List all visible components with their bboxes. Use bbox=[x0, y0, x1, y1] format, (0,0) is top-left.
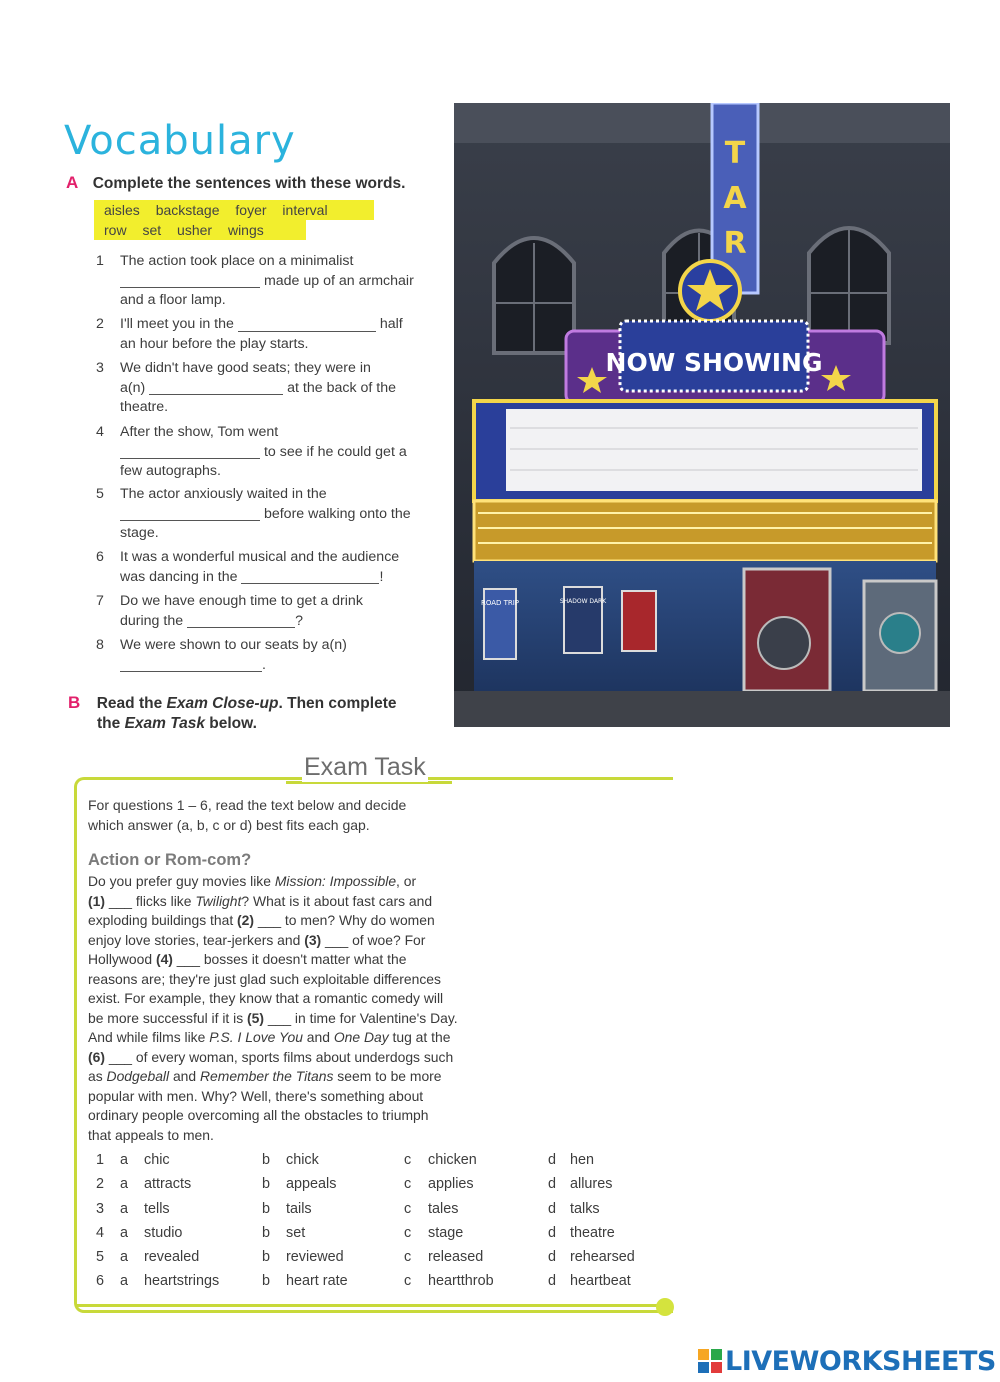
reading-title: Action or Rom-com? bbox=[88, 851, 252, 869]
answer-option[interactable]: heartstrings bbox=[144, 1273, 220, 1290]
passage-line: ordinary people overcoming all the obstacles to triumph bbox=[88, 1107, 429, 1123]
option-letter: b bbox=[262, 1176, 271, 1193]
answer-option[interactable]: reviewed bbox=[286, 1249, 344, 1266]
question-3: 3 We didn't have good seats; they were in a(n) at the back of the theatre. bbox=[96, 360, 396, 415]
option-row bbox=[92, 1273, 652, 1297]
answer-input-7[interactable] bbox=[187, 613, 295, 628]
marquee-text: NOW SHOWING bbox=[605, 348, 823, 377]
option-letter: d bbox=[548, 1224, 557, 1241]
answer-option[interactable]: chick bbox=[286, 1152, 319, 1168]
answer-input-5[interactable] bbox=[120, 506, 260, 521]
answer-option[interactable]: chicken bbox=[428, 1152, 477, 1168]
option-letter: c bbox=[404, 1152, 412, 1168]
section-a-instruction: Complete the sentences with these words. bbox=[92, 175, 406, 192]
option-number: 3 bbox=[96, 1200, 105, 1217]
answer-option[interactable]: heart rate bbox=[286, 1273, 348, 1290]
option-letter: c bbox=[404, 1176, 412, 1193]
option-letter: d bbox=[548, 1249, 557, 1266]
option-letter: b bbox=[262, 1200, 271, 1217]
answer-option[interactable]: tales bbox=[428, 1200, 459, 1217]
passage-line: enjoy love stories, tear-jerkers and (3) ___ of woe? For bbox=[88, 931, 426, 948]
word-box bbox=[94, 200, 374, 240]
option-letter: a bbox=[120, 1273, 129, 1290]
word: aisles bbox=[104, 202, 140, 218]
answer-option[interactable]: studio bbox=[144, 1224, 183, 1241]
section-a-letter: A bbox=[66, 173, 79, 192]
passage-line: Do you prefer guy movies like Mission: Impossible, or bbox=[88, 873, 417, 889]
exam-task-title: Exam Task bbox=[304, 753, 426, 781]
passage-line: And while films like P.S. I Love You and One Day tug at the bbox=[88, 1029, 451, 1045]
option-letter: c bbox=[404, 1249, 412, 1266]
option-letter: c bbox=[404, 1200, 412, 1217]
option-letter: d bbox=[548, 1200, 557, 1217]
passage-line: (1) ___ flicks like Twilight? What is it about fast cars and bbox=[88, 892, 433, 909]
option-letter: c bbox=[404, 1273, 412, 1290]
theatre-photo bbox=[454, 103, 950, 727]
option-letter: c bbox=[404, 1224, 412, 1241]
option-letter: a bbox=[120, 1152, 129, 1168]
option-letter: a bbox=[120, 1249, 129, 1266]
exam-bottom-line bbox=[76, 1304, 670, 1307]
answer-options bbox=[92, 1152, 652, 1298]
answer-option[interactable]: released bbox=[428, 1249, 484, 1266]
answer-option[interactable]: revealed bbox=[144, 1249, 200, 1266]
word: backstage bbox=[155, 202, 220, 218]
vocabulary-title: Vocabulary bbox=[64, 118, 296, 164]
option-letter: d bbox=[548, 1273, 557, 1290]
poster-2-title: SHADOW DARK bbox=[559, 598, 607, 605]
passage-line: popular with men. Why? Well, there's something about bbox=[88, 1087, 424, 1104]
reading-passage bbox=[88, 872, 518, 1145]
option-row bbox=[92, 1176, 652, 1200]
exam-frame-dot bbox=[656, 1298, 674, 1316]
answer-option[interactable]: heartbeat bbox=[570, 1273, 631, 1290]
passage-line: (6) ___ of every woman, sports films about underdogs such bbox=[88, 1048, 454, 1065]
answer-option[interactable]: stage bbox=[428, 1224, 464, 1241]
answer-option[interactable]: allures bbox=[570, 1176, 613, 1193]
word: wings bbox=[227, 222, 264, 238]
word-row-1 bbox=[94, 200, 374, 220]
option-row bbox=[92, 1201, 652, 1225]
passage-line: exist. For example, they know that a romantic comedy will bbox=[88, 990, 444, 1006]
passage-line: Hollywood (4) ___ bosses it doesn't matter what the bbox=[88, 951, 407, 967]
passage-line: be more successful if it is (5) ___ in time for Valentine's Day. bbox=[88, 1009, 458, 1026]
option-row bbox=[92, 1249, 652, 1273]
section-b-heading: B Read the Exam Close-up. Then complete the Exam Task below. bbox=[68, 693, 397, 732]
word: interval bbox=[282, 202, 328, 218]
option-letter: b bbox=[262, 1224, 271, 1241]
liveworksheets-logo bbox=[698, 1344, 996, 1378]
answer-input-4[interactable] bbox=[120, 444, 260, 459]
answer-option[interactable]: heartthrob bbox=[428, 1273, 494, 1290]
word-row-2 bbox=[94, 220, 306, 240]
question-1: 1 The action took place on a minimalist made up of an armchair and a floor lamp. bbox=[96, 253, 414, 308]
option-row bbox=[92, 1152, 652, 1176]
question-2: 2 I'll meet you in the half an hour before the play starts. bbox=[96, 316, 403, 352]
option-number: 1 bbox=[96, 1152, 105, 1168]
word: foyer bbox=[235, 202, 267, 218]
answer-option[interactable]: rehearsed bbox=[570, 1249, 635, 1266]
option-letter: b bbox=[262, 1249, 271, 1266]
answer-option[interactable]: attracts bbox=[144, 1176, 192, 1193]
logo-text: LIVEWORKSHEETS bbox=[725, 1345, 996, 1377]
answer-option[interactable]: appeals bbox=[286, 1176, 337, 1193]
option-letter: d bbox=[548, 1152, 557, 1168]
word: set bbox=[142, 222, 162, 238]
sign-letter-a: A bbox=[723, 181, 747, 216]
liveworksheets-logo-icon bbox=[698, 1349, 722, 1373]
passage-line: reasons are; they're just glad such exploitable differences bbox=[88, 970, 441, 987]
sign-letter-t: T bbox=[724, 136, 746, 171]
answer-option[interactable]: chic bbox=[144, 1152, 170, 1168]
answer-input-6[interactable] bbox=[241, 569, 379, 584]
answer-option[interactable]: talks bbox=[570, 1200, 600, 1217]
sign-letter-r: R bbox=[723, 226, 747, 261]
answer-option[interactable]: tells bbox=[144, 1200, 170, 1217]
answer-option[interactable]: hen bbox=[570, 1152, 595, 1168]
option-letter: a bbox=[120, 1224, 129, 1241]
question-6: 6 It was a wonderful musical and the audience was dancing in the ! bbox=[96, 549, 400, 585]
option-letter: d bbox=[548, 1176, 557, 1193]
option-letter: a bbox=[120, 1200, 129, 1217]
theatre-illustration bbox=[454, 103, 950, 727]
exam-instructions: For questions 1 – 6, read the text below and decide which answer (a, b, c or d) best fits each gap. bbox=[88, 797, 407, 833]
passage-line: as Dodgeball and Remember the Titans seem to be more bbox=[88, 1068, 442, 1084]
answer-option[interactable]: theatre bbox=[570, 1224, 615, 1241]
option-number: 6 bbox=[96, 1273, 105, 1290]
word: usher bbox=[177, 222, 213, 238]
option-letter: b bbox=[262, 1273, 271, 1290]
answer-option[interactable]: tails bbox=[286, 1200, 312, 1217]
answer-input-2[interactable] bbox=[238, 317, 376, 332]
answer-input-8[interactable] bbox=[120, 657, 262, 672]
option-row bbox=[92, 1225, 652, 1249]
answer-option[interactable]: set bbox=[286, 1224, 306, 1241]
option-number: 2 bbox=[96, 1176, 105, 1193]
option-number: 5 bbox=[96, 1249, 105, 1266]
poster-1-title: ROAD TRIP bbox=[480, 599, 520, 607]
question-5: 5 The actor anxiously waited in the before walking onto the stage. bbox=[96, 486, 411, 541]
question-4: 4 After the show, Tom went to see if he could get a few autographs. bbox=[96, 424, 407, 479]
question-8: 8 We were shown to our seats by a(n) . bbox=[96, 637, 347, 673]
option-number: 4 bbox=[96, 1224, 105, 1241]
passage-line: that appeals to men. bbox=[88, 1126, 214, 1143]
option-letter: a bbox=[120, 1176, 129, 1193]
section-a-heading bbox=[66, 173, 405, 193]
option-letter: b bbox=[262, 1152, 271, 1168]
passage-line: exploding buildings that (2) ___ to men? Why do women bbox=[88, 912, 435, 928]
answer-input-1[interactable] bbox=[120, 273, 260, 288]
question-7: 7 Do we have enough time to get a drink during the ? bbox=[96, 593, 363, 629]
answer-input-3[interactable] bbox=[149, 380, 283, 395]
section-b-letter: B bbox=[68, 693, 81, 712]
word: row bbox=[104, 222, 127, 238]
answer-option[interactable]: applies bbox=[428, 1176, 474, 1193]
